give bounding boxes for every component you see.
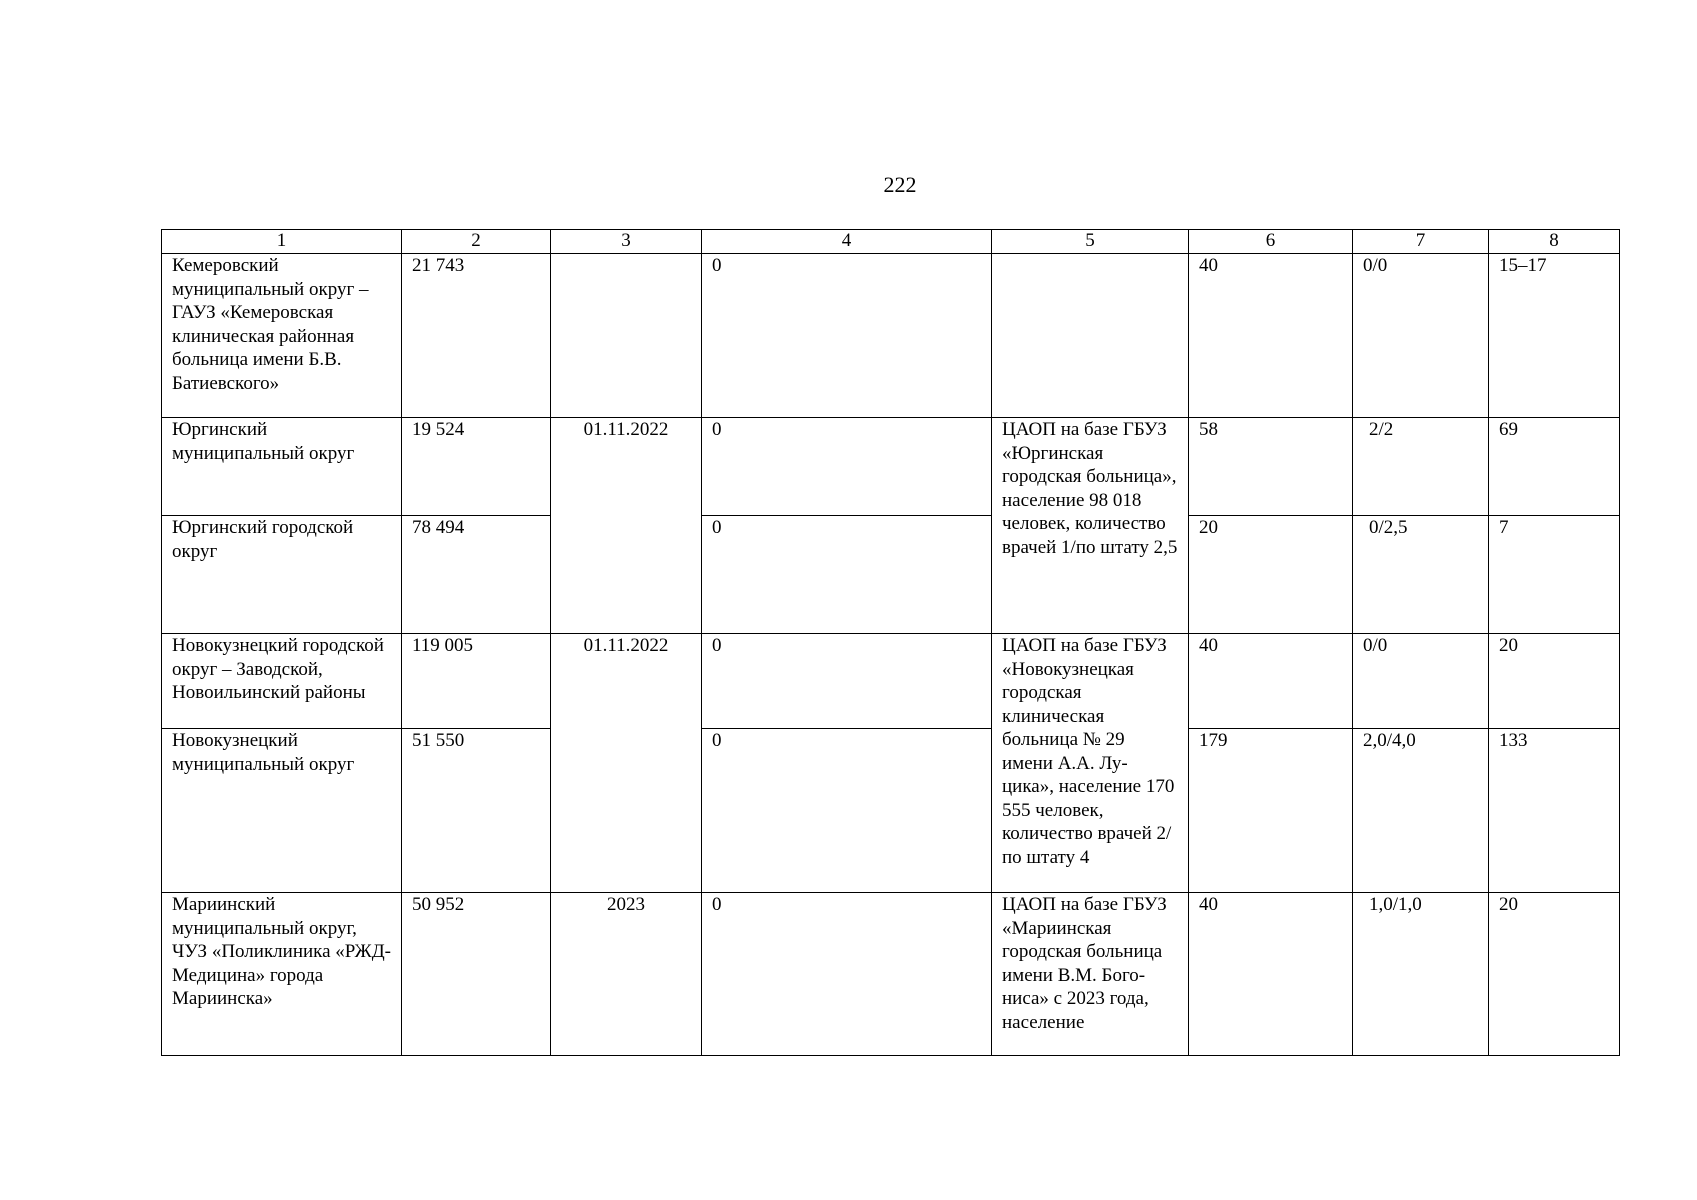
table-cell: Юргинский городской округ (162, 516, 402, 634)
table-cell: 01.11.2022 (551, 634, 702, 893)
table-cell: 179 (1189, 729, 1353, 893)
table-cell: 119 005 (402, 634, 551, 729)
table-cell: 0 (702, 516, 992, 634)
table-cell: Новокузнецкий муниципальный округ (162, 729, 402, 893)
table-cell: 0/2,5 (1353, 516, 1489, 634)
table-cell: 40 (1189, 254, 1353, 418)
table-cell: 20 (1489, 634, 1620, 729)
table-cell: Новокузнецкий городской округ – Заводской, Новоильинский районы (162, 634, 402, 729)
table-cell: 0/0 (1353, 634, 1489, 729)
table-cell: Кемеровский муниципальный округ – ГАУЗ «Кемеровская клиническая районная больница имени Б.В. Батиевского» (162, 254, 402, 418)
table-cell: 40 (1189, 634, 1353, 729)
table-cell: 133 (1489, 729, 1620, 893)
table-cell: 2/2 (1353, 418, 1489, 516)
table-cell: 0 (702, 254, 992, 418)
table-cell: 1,0/1,0 (1353, 893, 1489, 1056)
table-row-novokuznetsk-municipal (162, 729, 1620, 893)
table-cell: ЦАОП на базе ГБУЗ «Юргинская городская больница», население 98 018 человек, количество врачей 1/по штату 2,5 (992, 418, 1189, 634)
table-row-yurga-city (162, 516, 1620, 634)
table-row-mariinsk (162, 893, 1620, 1056)
table-cell: Юргинский муниципальный округ (162, 418, 402, 516)
column-header: 3 (551, 230, 702, 254)
table-cell: 51 550 (402, 729, 551, 893)
page-number: 222 (883, 172, 917, 197)
table-row-yurga-municipal (162, 418, 1620, 516)
table-cell: 0 (702, 729, 992, 893)
table-cell: ЦАОП на базе ГБУЗ «Мариинская городская больница имени В.М. Бого-ниса» с 2023 года, население (992, 893, 1189, 1056)
column-header: 2 (402, 230, 551, 254)
table-cell: 2,0/4,0 (1353, 729, 1489, 893)
column-header: 1 (162, 230, 402, 254)
table-row-novokuznetsk-city (162, 634, 1620, 729)
table-cell: Мариинский муниципальный округ, ЧУЗ «Поликлиника «РЖД-Медицина» города Мариинска» (162, 893, 402, 1056)
table-cell: ЦАОП на базе ГБУЗ «Новокузнецкая городская клиническая больница № 29 имени А.А. Лу-цика», население 170 555 человек, количество врачей 2/по штату 4 (992, 634, 1189, 893)
table-cell: 01.11.2022 (551, 418, 702, 634)
table-cell: 0/0 (1353, 254, 1489, 418)
table-cell: 7 (1489, 516, 1620, 634)
table-cell: 78 494 (402, 516, 551, 634)
table-cell: 69 (1489, 418, 1620, 516)
column-header: 5 (992, 230, 1189, 254)
table-row-kemerovo (162, 254, 1620, 418)
table-cell: 20 (1489, 893, 1620, 1056)
table-cell: 19 524 (402, 418, 551, 516)
table-cell: 21 743 (402, 254, 551, 418)
column-header: 8 (1489, 230, 1620, 254)
data-table (161, 229, 1620, 1056)
column-header: 6 (1189, 230, 1353, 254)
column-header: 4 (702, 230, 992, 254)
table-cell: 50 952 (402, 893, 551, 1056)
table-cell: 0 (702, 634, 992, 729)
table-cell: 58 (1189, 418, 1353, 516)
table-cell (992, 254, 1189, 418)
table-cell: 2023 (551, 893, 702, 1056)
table-cell: 0 (702, 893, 992, 1056)
column-header-row (162, 230, 1620, 254)
column-header: 7 (1353, 230, 1489, 254)
table-cell: 0 (702, 418, 992, 516)
table-cell (551, 254, 702, 418)
table-cell: 40 (1189, 893, 1353, 1056)
table-cell: 15–17 (1489, 254, 1620, 418)
table-cell: 20 (1189, 516, 1353, 634)
